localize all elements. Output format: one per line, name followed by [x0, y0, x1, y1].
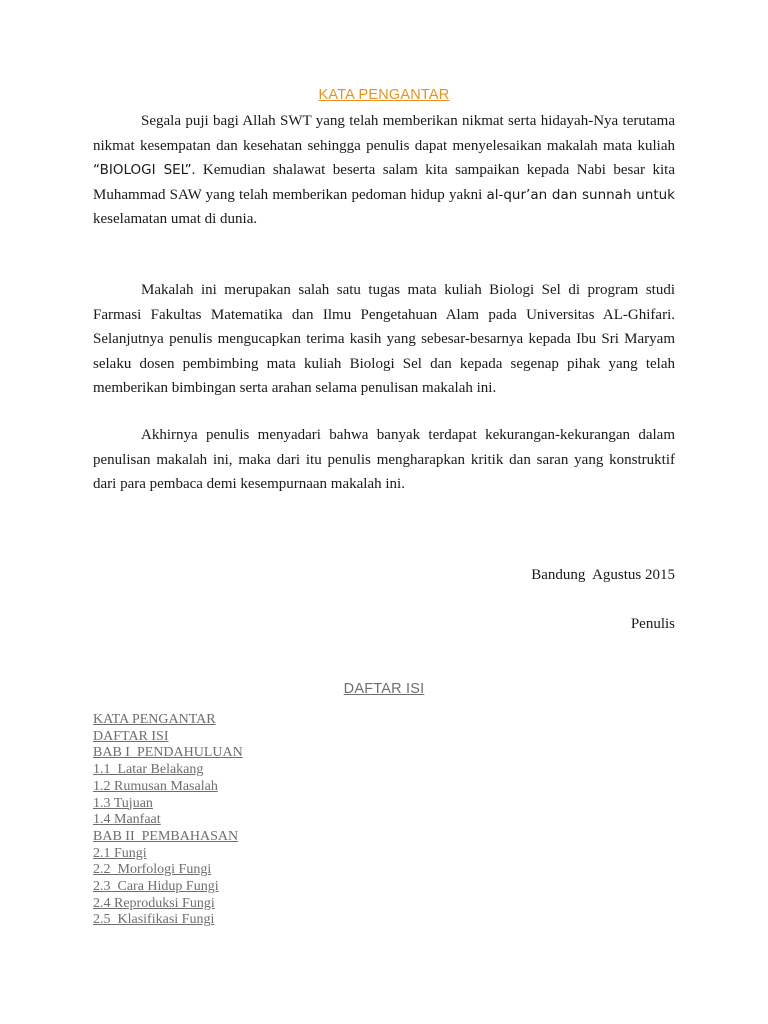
- paragraph-1-text-b: . Kemudian shalawat beserta salam kita sampaikan kepada Nabi besar kita Muhammad SAW yang telah memberikan pedoman hidup yakni: [93, 162, 675, 203]
- toc-link[interactable]: 2.3 Cara Hidup Fungi: [93, 879, 219, 895]
- paragraph-3-text: Akhirnya penulis menyadari bahwa banyak terdapat kekurangan-kekurangan dalam penulisan makalah ini, maka dari itu penulis mengharapkan kritik dan saran yang konstruktif dari para pembaca demi kesempurnaan makalah ini.: [93, 427, 675, 492]
- table-of-contents: [93, 712, 243, 929]
- paragraph-1-text-a: Segala puji bagi Allah SWT yang telah memberikan nikmat serta hidayah-Nya terutama nikmat kesempatan dan kesehatan sehingga penulis dapat menyelesaikan makalah mata kuliah: [93, 113, 675, 154]
- paragraph-1-text-c: keselamatan umat di dunia.: [93, 211, 258, 227]
- toc-link[interactable]: 2.5 Klasifikasi Fungi: [93, 912, 215, 928]
- toc-link[interactable]: 1.3 Tujuan: [93, 795, 153, 811]
- toc-link[interactable]: 1.4 Manfaat: [93, 812, 161, 828]
- paragraph-1: [93, 109, 675, 232]
- toc-link[interactable]: 2.2 Morfologi Fungi: [93, 862, 212, 878]
- course-name-quote: “BIOLOGI SEL”: [93, 162, 192, 178]
- toc-link[interactable]: KATA PENGANTAR: [93, 712, 216, 727]
- signoff-place-date: Bandung Agustus 2015: [531, 567, 675, 583]
- toc-link[interactable]: 2.1 Fungi: [93, 845, 147, 861]
- toc-link[interactable]: BAB II PEMBAHASAN: [93, 828, 239, 844]
- quran-sunnah-phrase: al-qur’an dan sunnah untuk: [486, 186, 675, 203]
- daftar-isi-heading: DAFTAR ISI: [343, 681, 425, 697]
- toc-link[interactable]: DAFTAR ISI: [93, 728, 169, 744]
- toc-link[interactable]: 1.2 Rumusan Masalah: [93, 778, 218, 794]
- signoff-author: Penulis: [630, 616, 675, 632]
- toc-link[interactable]: BAB I PENDAHULUAN: [93, 745, 243, 761]
- paragraph-3: [93, 423, 675, 497]
- kata-pengantar-heading: KATA PENGANTAR: [318, 87, 450, 103]
- paragraph-2: [93, 278, 675, 401]
- toc-link[interactable]: 1.1 Latar Belakang: [93, 762, 204, 778]
- paragraph-2-text: Makalah ini merupakan salah satu tugas mata kuliah Biologi Sel di program studi Farmasi Fakultas Matematika dan Ilmu Pengetahuan Alam pada Universitas AL-Ghifari. Selanjutnya penulis mengucapkan terima kasih yang sebesar-besarnya kepada Ibu Sri Maryam selaku dosen pembimbing mata kuliah Biologi Sel dan kepada segenap pihak yang telah memberikan bimbingan serta arahan selama penulisan makalah ini.: [93, 282, 675, 396]
- toc-link[interactable]: 2.4 Reproduksi Fungi: [93, 895, 215, 911]
